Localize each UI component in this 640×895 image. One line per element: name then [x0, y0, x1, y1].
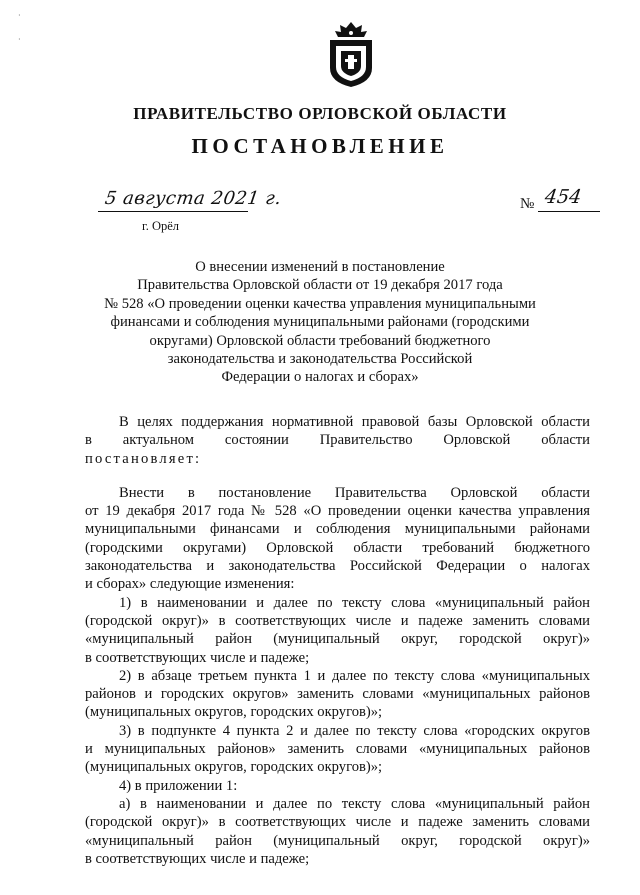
body-line: 4) в приложении 1: — [119, 777, 238, 794]
list-item — [85, 722, 590, 777]
coat-of-arms-icon — [326, 20, 376, 88]
body-line: муниципальными финансами и соблюдения муниципальными районами — [85, 521, 590, 538]
body-line: 3) в подпункте 4 пункта 2 и далее по тексту слова «городских округов — [119, 722, 590, 739]
number-underline — [538, 211, 600, 212]
body-line: и муниципальных районов» заменить словами «муниципальных районов — [85, 741, 590, 758]
list-item — [85, 667, 590, 722]
body-line: (городскими округами) Орловской области требований бюджетного — [85, 539, 590, 556]
body-line: а) в наименовании и далее по тексту слова «муниципальный район — [119, 795, 590, 812]
body-line: (городской округ)» в соответствующих числе и падеже заменить словами — [85, 612, 590, 629]
body-line: «муниципальный район (муниципальный округ, городской округ)» — [85, 631, 590, 648]
body-line: «муниципальный район (муниципальный округ, городской округ)» — [85, 832, 590, 849]
body-line: законодательства и законодательства Российской Федерации о налогах — [85, 558, 590, 575]
document-title — [60, 258, 580, 387]
list-item — [85, 594, 590, 667]
list-item — [85, 777, 590, 795]
body-line: 2) в абзаце третьем пункта 1 и далее по тексту слова «муниципальных — [119, 667, 590, 684]
body-line: (городской округ)» в соответствующих числе и падеже заменить словами — [85, 814, 590, 831]
body-line: в соответствующих числе и падеже; — [85, 649, 310, 666]
title-line: Правительства Орловской области от 19 декабря 2017 года — [137, 277, 503, 294]
body-line: и сборах» следующие изменения: — [85, 576, 295, 593]
date-underline — [98, 211, 248, 212]
document-type: ПОСТАНОВЛЕНИЕ — [191, 134, 449, 158]
body-line: районов и городских округов» заменить словами «муниципальных районов — [85, 686, 590, 703]
title-line: финансами и соблюдения муниципальными районами (городскими — [110, 314, 530, 331]
number-label: № — [520, 196, 535, 212]
preamble-decree-word: постановляет: — [85, 450, 202, 467]
intro-paragraph — [85, 484, 590, 594]
body-line: от 19 декабря 2017 года № 528 «О проведении оценки качества управления — [85, 503, 590, 520]
city-label: г. Орёл — [142, 219, 180, 233]
title-line: № 528 «О проведении оценки качества управления муниципальными — [104, 295, 536, 312]
scan-margin-marks: · · — [18, 11, 21, 44]
title-line: законодательства и законодательства Российской — [167, 351, 473, 368]
title-line: Федерации о налогах и сборах» — [221, 369, 419, 386]
title-line: О внесении изменений в постановление — [195, 259, 445, 275]
body-line: в соответствующих числе и падеже; — [85, 850, 310, 867]
body-line: 1) в наименовании и далее по тексту слова «муниципальный район — [119, 594, 590, 611]
document-body — [85, 413, 590, 868]
handwritten-number: 454 — [543, 186, 583, 208]
preamble-line: В целях поддержания нормативной правовой базы Орловской области — [119, 414, 590, 430]
title-line: округами) Орловской области требований бюджетного — [149, 332, 491, 349]
preamble — [85, 413, 590, 468]
list-item — [85, 795, 590, 868]
handwritten-date: 5 августа 2021 г. — [103, 188, 283, 209]
organization-name: ПРАВИТЕЛЬСТВО ОРЛОВСКОЙ ОБЛАСТИ — [133, 104, 507, 123]
body-line: (муниципальных округов, городских округов)»; — [85, 704, 383, 721]
body-line: Внести в постановление Правительства Орловской области — [119, 484, 590, 501]
body-line: (муниципальных округов, городских округов)»; — [85, 759, 383, 776]
preamble-line: в актуальном состоянии Правительство Орловской области — [85, 432, 590, 449]
